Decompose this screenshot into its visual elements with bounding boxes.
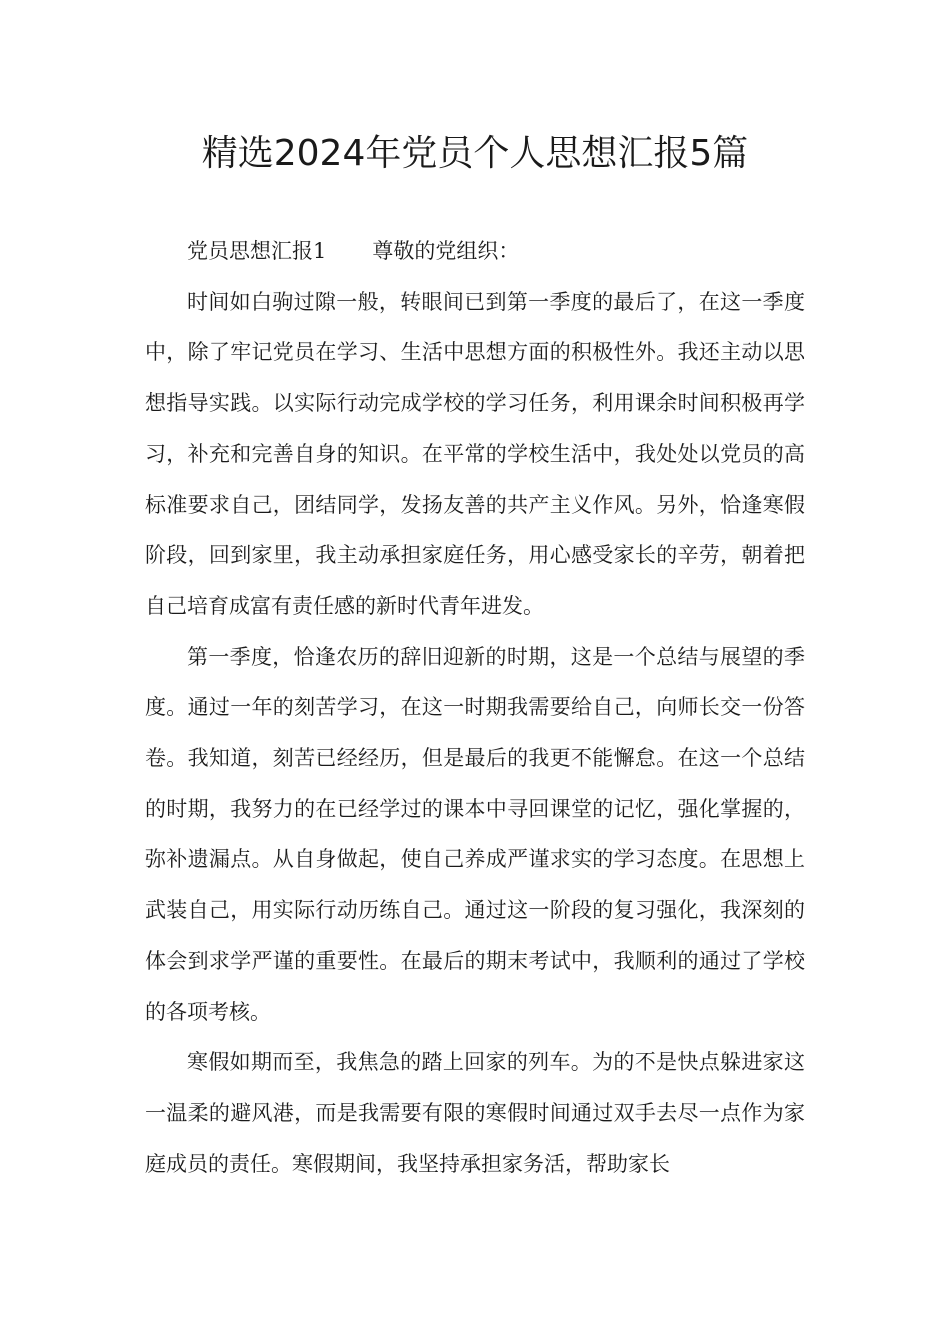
document-title: 精选2024年党员个人思想汇报5篇 [201,133,749,174]
paragraph-2: 第一季度，恰逢农历的辞旧迎新的时期，这是一个总结与展望的季度。通过一年的刻苦学习，在这一时期我需要给自己，向师长交一份答卷。我知道，刻苦已经经历，但是最后的我更不能懈怠。在这一个总结的时期，我努力的在已经学过的课本中寻回课堂的记忆，强化掌握的，弥补遗漏点。从自身做起，使自己养成严谨求实的学习态度。在思想上武装自己，用实际行动历练自己。通过这一阶段的复习强化，我深刻的体会到求学严谨的重要性。在最后的期末考试中，我顺利的通过了学校的各项考核。 [145,644,805,1024]
salutation: 尊敬的党组织： [372,239,520,263]
document-body [145,226,805,1189]
heading-line [145,226,805,277]
section-label: 党员思想汇报1 [187,239,327,263]
paragraph-1: 时间如白驹过隙一般，转眼间已到第一季度的最后了，在这一季度中，除了牢记党员在学习、生活中思想方面的积极性外。我还主动以思想指导实践。以实际行动完成学校的学习任务，利用课余时间积极再学习，补充和完善自身的知识。在平常的学校生活中，我处处以党员的高标准要求自己，团结同学，发扬友善的共产主义作风。另外，恰逢寒假阶段，回到家里，我主动承担家庭任务，用心感受家长的辛劳，朝着把自己培育成富有责任感的新时代青年进发。 [145,289,805,618]
paragraph-3: 寒假如期而至，我焦急的踏上回家的列车。为的不是快点躲进家这一温柔的避风港，而是我需要有限的寒假时间通过双手去尽一点作为家庭成员的责任。寒假期间，我坚持承担家务活，帮助家长 [145,1050,805,1176]
